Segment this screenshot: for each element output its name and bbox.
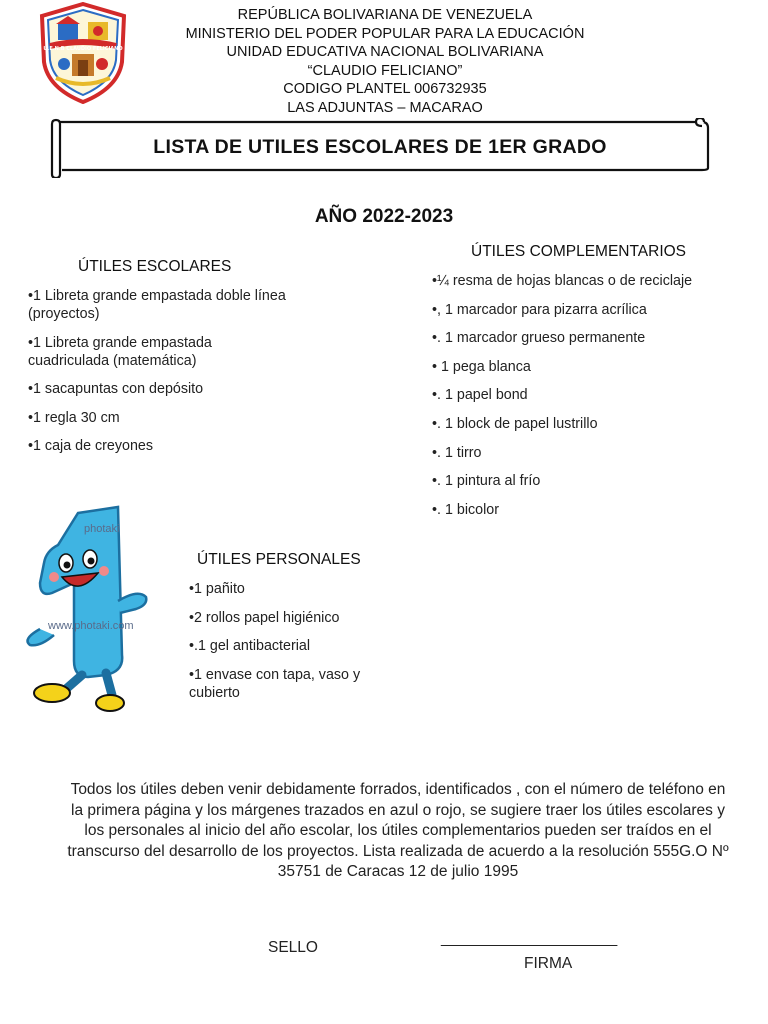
section-title-personales: ÚTILES PERSONALES <box>197 551 361 568</box>
list-personales <box>189 580 399 712</box>
list-item: •. 1 bicolor <box>432 501 499 518</box>
header-line: UNIDAD EDUCATIVA NACIONAL BOLIVARIANA <box>226 44 544 60</box>
header <box>140 6 630 117</box>
list-escolares <box>28 287 288 466</box>
section-title-escolares: ÚTILES ESCOLARES <box>78 258 232 275</box>
school-crest-logo <box>36 2 130 104</box>
list-item: •¼ resma de hojas blancas o de reciclaje <box>432 273 693 289</box>
list-item: •2 rollos papel higiénico <box>189 609 340 626</box>
list-item: •. 1 papel bond <box>432 387 528 404</box>
list-item: •1 pañito <box>189 581 245 597</box>
header-line: “CLAUDIO FELICIANO” <box>307 62 463 79</box>
sello-label: SELLO <box>268 939 318 956</box>
signature-line: _______________________ <box>441 930 617 947</box>
list-complementarios <box>432 272 762 529</box>
list-item: •, 1 marcador para pizarra acrílica <box>432 301 647 318</box>
school-shield-crest-icon <box>42 4 124 102</box>
list-item: •. 1 tirro <box>432 444 482 461</box>
firma-label: FIRMA <box>524 955 573 972</box>
list-item: • 1 pega blanca <box>432 358 531 375</box>
logo-text: U.E.N.B CLAUDIO FELICIANO <box>43 46 123 52</box>
watermark-text: www.photaki.com <box>48 620 134 632</box>
number-one-mascot <box>0 505 170 715</box>
instructions-paragraph: Todos los útiles deben venir debidamente forrados, identificados , con el número de teléfono en la primera página y los márgenes trazados en azul o rojo, se sugiere traer los útiles escolares y los personales al inicio del año escolar, los útiles complementarios pueden ser traídos en el transcurso del desarrollo de los proyectos. Lista realizada de acuerdo a la resolución 555G.O Nº 35751 de Caracas 12 de julio 1995 <box>67 781 729 880</box>
list-item: •1 regla 30 cm <box>28 409 120 426</box>
list-item: •. 1 marcador grueso permanente <box>432 330 646 347</box>
list-item: •.1 gel antibacterial <box>189 638 311 654</box>
number-one-mascot-icon <box>0 505 170 715</box>
list-item: •1 Libreta grande empastada doble línea (proyectos) <box>28 288 286 322</box>
header-line: LAS ADJUNTAS – MACARAO <box>287 99 483 116</box>
school-year: AÑO 2022-2023 <box>314 206 454 227</box>
list-item: •1 Libreta grande empastada cuadriculada (matemática) <box>28 334 212 369</box>
list-item: •. 1 block de papel lustrillo <box>432 415 598 432</box>
list-item: •. 1 pintura al frío <box>432 473 541 490</box>
list-item: •1 envase con tapa, vaso y cubierto <box>189 666 361 701</box>
section-title-complementarios: ÚTILES COMPLEMENTARIOS <box>471 243 687 260</box>
header-line: CODIGO PLANTEL 006732935 <box>283 81 487 97</box>
header-line: MINISTERIO DEL PODER POPULAR PARA LA EDUCACIÓN <box>185 25 585 42</box>
header-line: REPÚBLICA BOLIVARIANA DE VENEZUELA <box>237 7 533 23</box>
list-item: •1 sacapuntas con depósito <box>28 381 204 397</box>
page-title: LISTA DE UTILES ESCOLARES DE 1ER GRADO <box>153 136 607 158</box>
list-item: •1 caja de creyones <box>28 438 154 454</box>
watermark-text: photaki <box>84 523 120 535</box>
